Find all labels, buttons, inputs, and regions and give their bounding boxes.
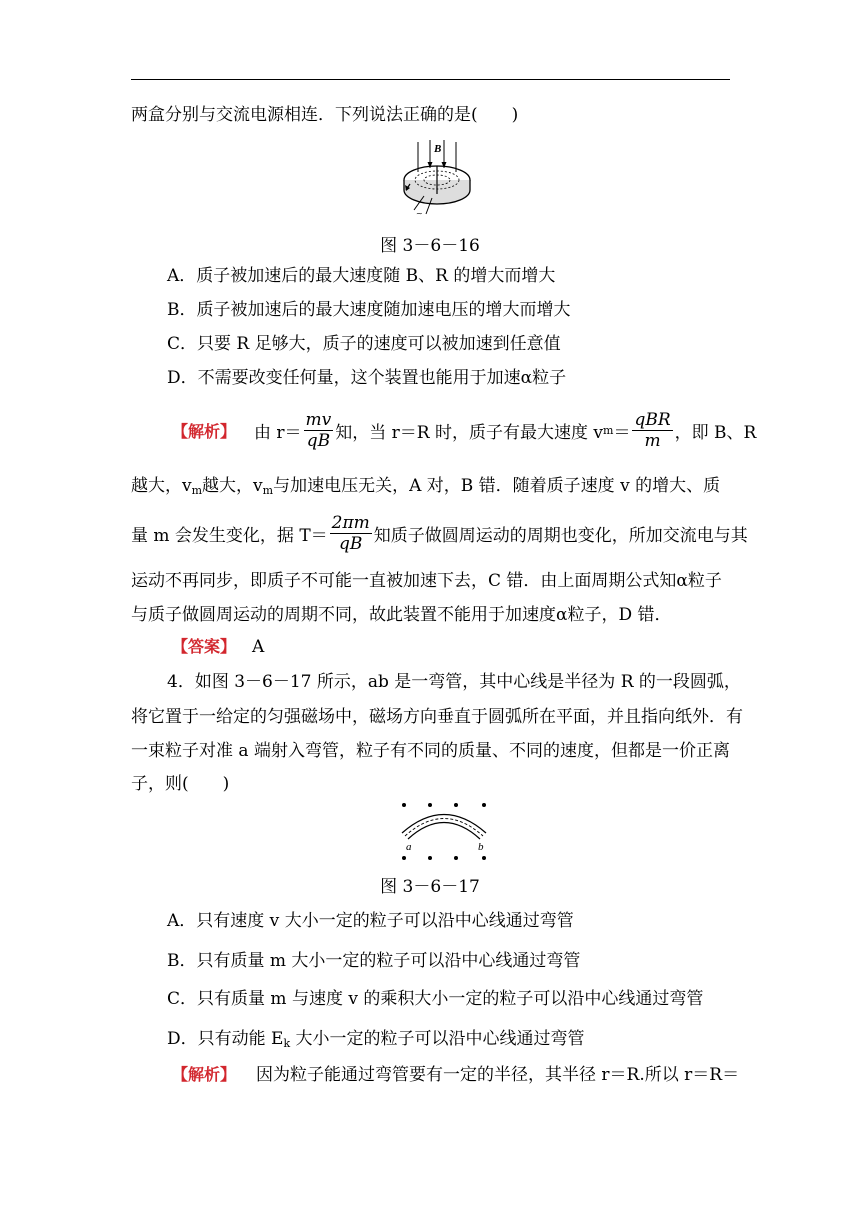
svg-text:~: ~ [416, 209, 423, 218]
q4-option-d: D．只有动能 $E_k$ 大小一定的粒子可以沿中心线通过弯管 [167, 1029, 585, 1050]
cyclotron-figure [396, 138, 478, 218]
analysis-line-5: 与质子做圆周运动的周期不同，故此装置不能用于加速度α粒子，D 错． [131, 605, 672, 625]
q4-line-2: 将它置于一给定的匀强磁场中，磁场方向垂直于圆弧所在平面，并且指向纸外．有 [131, 707, 743, 727]
answer-tag: 【答案】 [172, 637, 237, 656]
option-d: D．不需要改变任何量，这个装置也能用于加速α粒子 [167, 368, 567, 388]
analysis-tag-2: 【解析】 [172, 1065, 237, 1084]
question-stem-end: 两盒分别与交流电源相连．下列说法正确的是( ) [131, 105, 519, 125]
q4-line-4: 子，则( ) [131, 774, 230, 794]
fraction-r: $\frac{mv}{qB}$ [305, 410, 332, 451]
q4-option-b: B．只有质量 m 大小一定的粒子可以沿中心线通过弯管 [167, 951, 581, 971]
analysis-tag: 【解析】 [172, 422, 237, 441]
answer-value: A [252, 637, 265, 657]
figure-caption-16: 图 3－6－16 [380, 236, 480, 256]
figure-label-B: B [434, 143, 442, 155]
bent-tube-figure [392, 800, 502, 866]
analysis-line-2: 越大，$v_m$越大，$v_m$与加速电压无关，A 对，B 错．随着质子速度 v 的增大、质 [131, 476, 721, 497]
fraction-vm: $\frac{\text{qBR}}{m}$ [634, 410, 671, 451]
q4-line-1: 4．如图 3－6－17 所示，ab 是一弯管，其中心线是半径为 R 的一段圆弧， [167, 672, 741, 692]
analysis-line-4: 运动不再同步，即质子不可能一直被加速下去，C 错．由上面周期公式知α粒子 [131, 571, 722, 591]
figure-caption-17: 图 3－6－17 [380, 877, 480, 897]
header-rule [131, 79, 730, 80]
q4-analysis-start: 【解析】 因为粒子能通过弯管要有一定的半径，其半径 r＝R.所以 r＝R＝ [172, 1065, 740, 1085]
q4-line-3: 一束粒子对准 a 端射入弯管，粒子有不同的质量、不同的速度，但都是一价正离 [131, 741, 730, 761]
option-c: C．只要 R 足够大，质子的速度可以被加速到任意值 [167, 334, 561, 354]
q4-option-a: A．只有速度 v 大小一定的粒子可以沿中心线通过弯管 [167, 911, 574, 931]
analysis-line-3: 量 m 会发生变化，据 T＝ $\frac{2\pi m}{qB}$ 知质子做圆周运动的周期也变化，所加交流电与其 [131, 513, 748, 554]
option-a: A．质子被加速后的最大速度随 B、R 的增大而增大 [167, 266, 556, 286]
tube-end-a: a [406, 841, 412, 853]
analysis-line-1: 【解析】 由 r＝ $\frac{mv}{qB}$ 知，当 r＝R 时，质子有最大速度 v m ＝ $\frac{\text{qBR}}{m}$ ，即 B、R [172, 410, 757, 451]
answer-line [172, 636, 264, 658]
tube-end-b: b [478, 841, 484, 853]
fraction-T: $\frac{2\pi m}{qB}$ [331, 513, 370, 554]
option-b: B．质子被加速后的最大速度随加速电压的增大而增大 [167, 300, 571, 320]
q4-option-c: C．只有质量 m 与速度 v 的乘积大小一定的粒子可以沿中心线通过弯管 [167, 989, 704, 1009]
